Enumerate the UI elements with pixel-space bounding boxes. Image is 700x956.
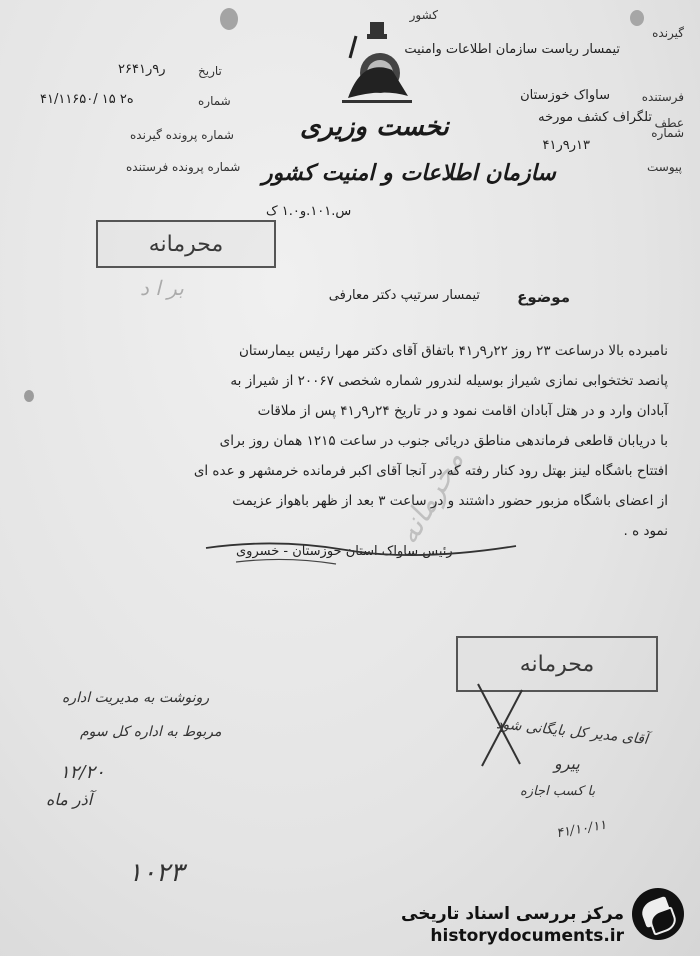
country-label: کشور — [409, 8, 438, 22]
ink-stain — [630, 10, 644, 26]
signature-line: رئیس ساواک استان خوزستان - خسروی — [236, 544, 453, 559]
footer-url[interactable]: historydocuments.ir — [430, 926, 624, 946]
sender-label: فرستنده — [641, 90, 684, 104]
faint-handwriting: ﺑﺮ ﺍ ﺩ — [140, 276, 184, 300]
handwritten-note: آقای مدیر کل بایگانی شود — [495, 716, 649, 748]
recipient-file-label: شماره پرونده گیرنده — [130, 128, 234, 142]
ref-value: تلگراف کشف مورخه — [538, 110, 652, 125]
number-label-left: شماره — [198, 94, 231, 108]
subject-value: تیمسار سرتیپ دکتر معارفی — [328, 288, 480, 303]
date-value: ۲۶ر۹ر۴۱ — [118, 62, 166, 77]
body-line: افتتاح باشگاه لینز بهتل رود کنار رفته که در آنجا آقای اکبر فرمانده خرمشهر و عده ای — [193, 463, 668, 479]
body-line: از اعضای باشگاه مزبور حضور داشتند و در ساعت ۳ بعد از ظهر باهواز عزیمت — [232, 493, 668, 509]
handwritten-note: ۴۱/۱۰/۱۱ — [555, 817, 608, 842]
faint-diagonal-handwriting: ﻣﺤﺮﻣﺎﻧﻪ — [390, 444, 472, 551]
body-line: نمود ه . — [623, 523, 668, 539]
sender-file-label: شماره پرونده فرستنده — [126, 160, 241, 174]
handwritten-note: مربوط به اداره کل سوم — [80, 724, 222, 740]
ref-date: ۱۳ر۹ر۴۱ — [542, 138, 590, 153]
ink-stain — [220, 8, 238, 30]
org-subtitle: سازمان اطلاعات و امنیت کشور — [262, 160, 556, 186]
form-code: س.۱۰۱.و۱.۰ ک — [266, 204, 352, 219]
recipient-label: گیرنده — [652, 26, 684, 40]
body-line: آبادان وارد و در هتل آبادان اقامت نمود و در تاریخ ۲۴ر۹ر۴۱ پس از ملاقات — [257, 403, 668, 419]
stamp-text-lower: محرمانه — [519, 651, 595, 677]
number-label: شماره — [651, 126, 684, 140]
recipient-value: تیمسار ریاست سازمان اطلاعات وامنیت — [404, 42, 620, 57]
number-value: ۴۱/۱۱۶۵۰/ ۱۵ ۲ه — [40, 92, 134, 107]
body-line: پانصد تختخوابی نمازی شیراز بوسیله لندرور شماره شخصی ۲۰۰۶۷ از شیراز به — [230, 373, 668, 389]
confidential-stamp — [96, 220, 276, 268]
body-line: با دریابان قاطعی فرماندهی مناطق دریائی جنوب در ساعت ۱۲۱۵ همان روز برای — [219, 433, 668, 449]
stamp-text: محرمانه — [148, 231, 224, 257]
letter-body — [28, 336, 668, 546]
ref-label: عطف — [654, 116, 684, 130]
org-title: نخست وزیری — [300, 112, 449, 142]
date-label: تاریخ — [198, 64, 222, 78]
handwritten-note: ۱۲/۲۰ — [60, 762, 105, 783]
handwritten-note: رونوشت به مدیریت اداره — [62, 690, 210, 706]
handwritten-note: با کسب اجازه — [520, 784, 596, 799]
footer-title: مرکز بررسی اسناد تاریخی — [401, 904, 624, 924]
body-line: نامبرده بالا درساعت ۲۳ روز ۲۲ر۹ر۴۱ باتفاق آقای دکتر مهرا رئیس بیمارستان — [239, 343, 668, 359]
attachment-label: پیوست — [647, 160, 682, 174]
handwritten-note: آذر ماه — [46, 790, 93, 809]
sender-value: ساواک خوزستان — [520, 88, 610, 103]
archive-logo-icon — [632, 888, 684, 940]
handwritten-signature — [196, 528, 536, 578]
lion-and-sun-emblem — [332, 18, 422, 118]
handwritten-note: پیرو — [554, 754, 580, 773]
subject-label: موضوع — [517, 288, 570, 306]
page-number-handwritten: ۱۰۲۳ — [128, 858, 184, 888]
